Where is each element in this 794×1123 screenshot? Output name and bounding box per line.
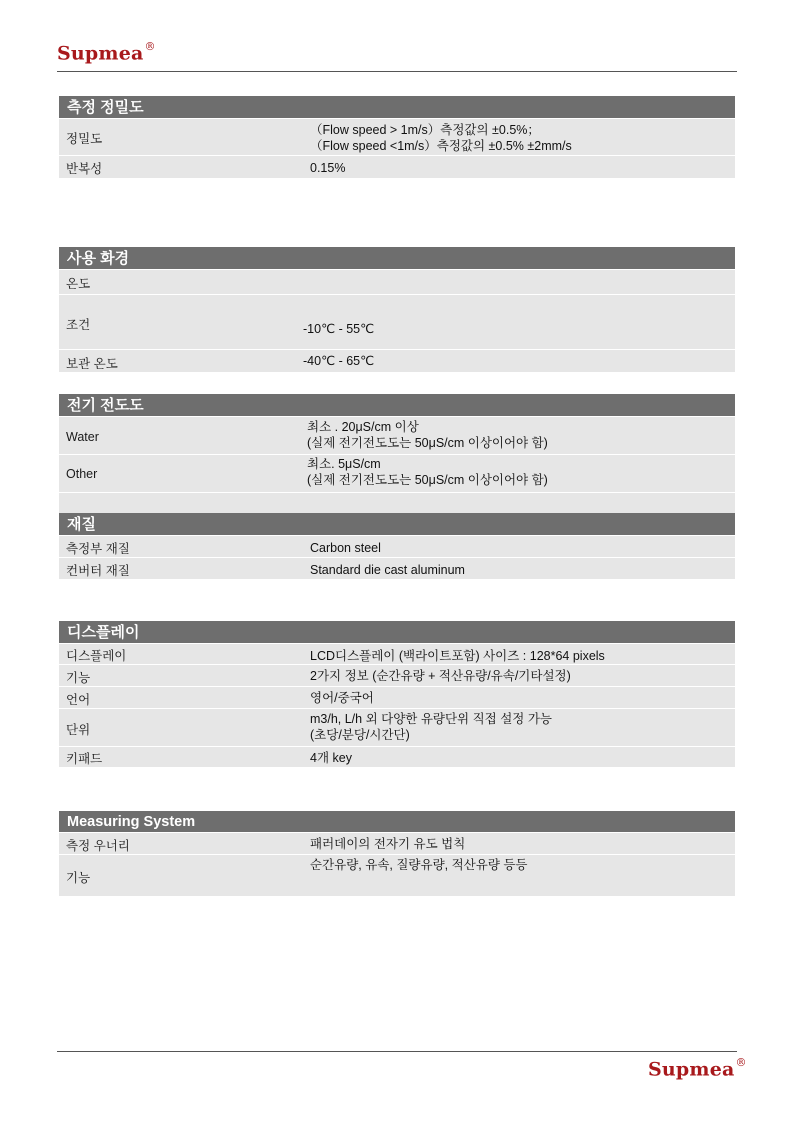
spec-value-line: LCD디스플레이 (백라이트포함) 사이즈 : 128*64 pixels — [310, 649, 605, 663]
spec-row-other — [59, 454, 735, 492]
section-title: 측정 정밀도 — [59, 96, 735, 118]
spec-value — [303, 321, 374, 337]
spec-label: Other — [66, 467, 98, 481]
spec-value — [310, 836, 465, 852]
spec-row-temperature — [59, 269, 735, 294]
spec-value-line: 4개 key — [310, 751, 352, 765]
spec-value — [310, 648, 605, 664]
spec-value — [310, 122, 572, 154]
spec-value — [303, 353, 374, 369]
spec-value-line: 최소. 5μS/cm — [307, 457, 381, 471]
section-title: 전기 전도도 — [59, 394, 735, 416]
spec-label: 반복성 — [66, 162, 103, 176]
footer-logo — [648, 1058, 747, 1080]
spec-row-language — [59, 686, 735, 708]
spec-row-function — [59, 664, 735, 686]
spec-value — [310, 540, 381, 556]
spec-value-line: 순간유량, 유속, 질량유량, 적산유량 등등 — [310, 858, 528, 872]
spec-row-storage-temp — [59, 349, 735, 372]
spec-value-line: 0.15% — [310, 161, 346, 175]
spec-value — [310, 562, 465, 578]
spec-value-line: (초당/분당/시간단) — [310, 728, 410, 742]
section-environment — [59, 247, 735, 372]
section-measuring-system — [59, 811, 735, 896]
spec-label: 키패드 — [66, 752, 103, 766]
header-logo-text: Supmea — [57, 42, 144, 65]
spec-value-line: （Flow speed <1m/s）측정값의 ±0.5% ±2mm/s — [310, 139, 572, 153]
spec-value-line: m3/h, L/h 외 다양한 유량단위 직접 설정 가능 — [310, 712, 552, 726]
spec-row-measuring-function — [59, 854, 735, 896]
section-title: 디스플레이 — [59, 621, 735, 643]
spec-label: 기능 — [66, 871, 91, 885]
spec-value — [310, 857, 528, 873]
spec-row-unit — [59, 708, 735, 746]
spec-value — [310, 690, 374, 706]
spec-label: 언어 — [66, 693, 91, 707]
section-title: 사용 화경 — [59, 247, 735, 269]
spec-value-line: Carbon steel — [310, 541, 381, 555]
spec-row-water — [59, 416, 735, 454]
section-title: Measuring System — [59, 811, 735, 832]
spec-value-line: (실제 전기전도도는 50μS/cm 이상이어야 함) — [307, 473, 548, 487]
spec-label: 정밀도 — [66, 132, 103, 146]
header-rule — [57, 71, 737, 72]
spec-label: 기능 — [66, 671, 91, 685]
spec-value — [307, 456, 548, 488]
spec-label: 디스플레이 — [66, 649, 127, 663]
spec-value — [310, 668, 571, 684]
spec-row-principle — [59, 832, 735, 854]
section-conductivity — [59, 394, 735, 514]
spec-value-line: -10℃ - 55℃ — [303, 322, 375, 336]
section-display — [59, 621, 735, 767]
spec-value-line: 2가지 정보 (순간유량 + 적산유량/유속/기타설정) — [310, 669, 571, 683]
spec-row-converter-material — [59, 557, 735, 579]
spec-value-line: （Flow speed > 1m/s）측정값의 ±0.5%； — [310, 123, 540, 137]
spec-value-line: 영어/중국어 — [310, 691, 374, 705]
header-reg-mark: ® — [144, 40, 156, 53]
spec-label: 보관 온도 — [66, 357, 118, 371]
spec-value-line: -40℃ - 65℃ — [303, 354, 375, 368]
spec-value-line: (실제 전기전도도는 50μS/cm 이상이어야 함) — [307, 436, 548, 450]
header-logo — [57, 42, 156, 64]
footer-rule — [57, 1051, 737, 1052]
spec-value — [307, 419, 548, 451]
section-title: 재질 — [59, 513, 735, 535]
spec-value-line: Standard die cast aluminum — [310, 563, 465, 577]
spec-value-line: 패러데이의 전자기 유도 법칙 — [310, 837, 466, 851]
spec-row-accuracy — [59, 118, 735, 155]
spec-label: 단위 — [66, 723, 91, 737]
section-accuracy — [59, 96, 735, 178]
spec-row-empty — [59, 492, 735, 514]
spec-label: Water — [66, 430, 99, 444]
spec-label: 컨버터 재질 — [66, 564, 130, 578]
spec-value — [310, 750, 352, 766]
footer-reg-mark: ® — [735, 1056, 747, 1069]
spec-row-keypad — [59, 746, 735, 767]
spec-row-condition — [59, 294, 735, 349]
spec-row-body-material — [59, 535, 735, 557]
spec-row-display — [59, 643, 735, 664]
spec-value — [310, 711, 552, 743]
section-material — [59, 513, 735, 579]
spec-value-line: 최소 . 20μS/cm 이상 — [307, 420, 419, 434]
spec-label: 조건 — [66, 318, 91, 332]
footer-logo-text: Supmea — [648, 1058, 735, 1081]
spec-label: 측정부 재질 — [66, 542, 130, 556]
spec-row-repeatability — [59, 155, 735, 178]
spec-value — [310, 160, 345, 176]
spec-label: 온도 — [66, 277, 91, 291]
spec-label: 측정 우너리 — [66, 839, 130, 853]
